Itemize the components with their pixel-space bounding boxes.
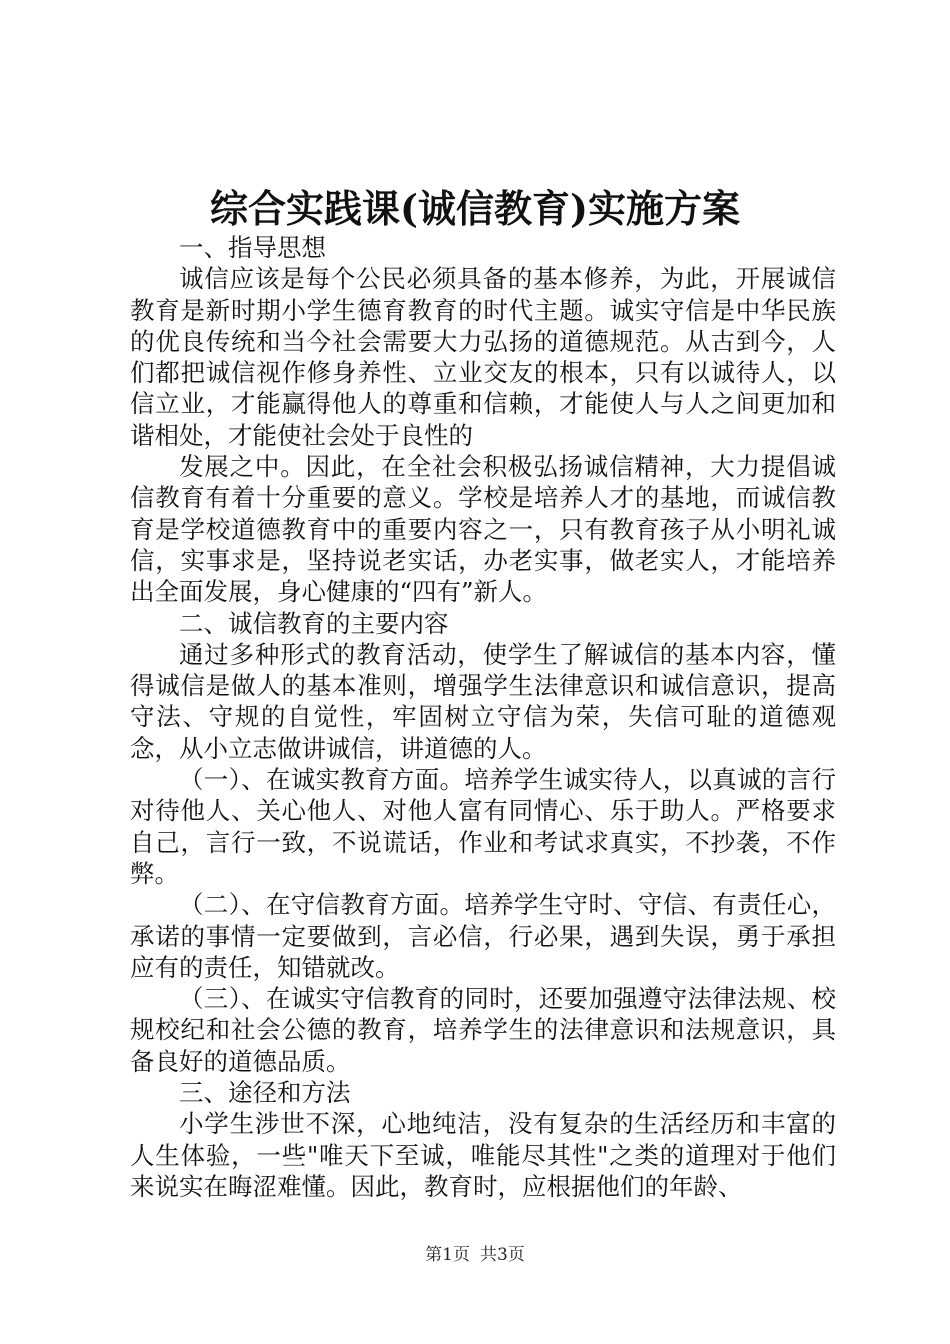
paragraph: （三）、在诚实守信教育的同时，还要加强遵守法律法规、校规校纪和社会公德的教育，培养学生的法律意识和法规意识，具备良好的道德品质。: [130, 984, 836, 1076]
page-footer: [0, 1244, 950, 1266]
paragraph: 通过多种形式的教育活动，使学生了解诚信的基本内容，懂得诚信是做人的基本准则，增强学生法律意识和诚信意识，提高守法、守规的自觉性，牢固树立守信为荣，失信可耻的道德观念，从小立志做讲诚信，讲道德的人。: [130, 639, 836, 763]
paragraph: 诚信应该是每个公民必须具备的基本修养，为此，开展诚信教育是新时期小学生德育教育的时代主题。诚实守信是中华民族的优良传统和当今社会需要大力弘扬的道德规范。从古到今，人们都把诚信视作修身养性、立业交友的根本，只有以诚待人，以信立业，才能赢得他人的尊重和信赖，才能使人与人之间更加和谐相处，才能使社会处于良性的: [130, 264, 836, 450]
section-heading: 三、途径和方法: [179, 1078, 351, 1108]
paragraph: （二）、在守信教育方面。培养学生守时、守信、有责任心，承诺的事情一定要做到，言必信，行必果，遇到失误，勇于承担应有的责任，知错就改。: [130, 890, 836, 982]
section-heading: 一、指导思想: [179, 233, 326, 262]
section-heading: 二、诚信教育的主要内容: [179, 608, 449, 638]
paragraph: 小学生涉世不深，心地纯洁，没有复杂的生活经历和丰富的人生体验，一些"唯天下至诚，唯能尽其性"之类的道理对于他们来说实在晦涩难懂。因此，教育时，应根据他们的年龄、: [130, 1109, 836, 1201]
paragraph: （一）、在诚实教育方面。培养学生诚实待人，以真诚的言行对待他人、关心他人、对他人富有同情心、乐于助人。严格要求自己，言行一致，不说谎话，作业和考试求真实，不抄袭，不作弊。: [130, 765, 836, 888]
paragraph: 发展之中。因此，在全社会积极弘扬诚信精神，大力提倡诚信教育有着十分重要的意义。学校是培养人才的基地，而诚信教育是学校道德教育中的重要内容之一，只有教育孩子从小明礼诚信，实事求是，坚持说老实话，办老实事，做老实人，才能培养出全面发展，身心健康的“四有”新人。: [130, 452, 836, 607]
page-total: 共3页: [480, 1245, 525, 1265]
document-body: [130, 232, 836, 1202]
document-title: 综合实践课(诚信教育)实施方案: [210, 186, 740, 231]
page-number: 第1页: [425, 1245, 470, 1265]
